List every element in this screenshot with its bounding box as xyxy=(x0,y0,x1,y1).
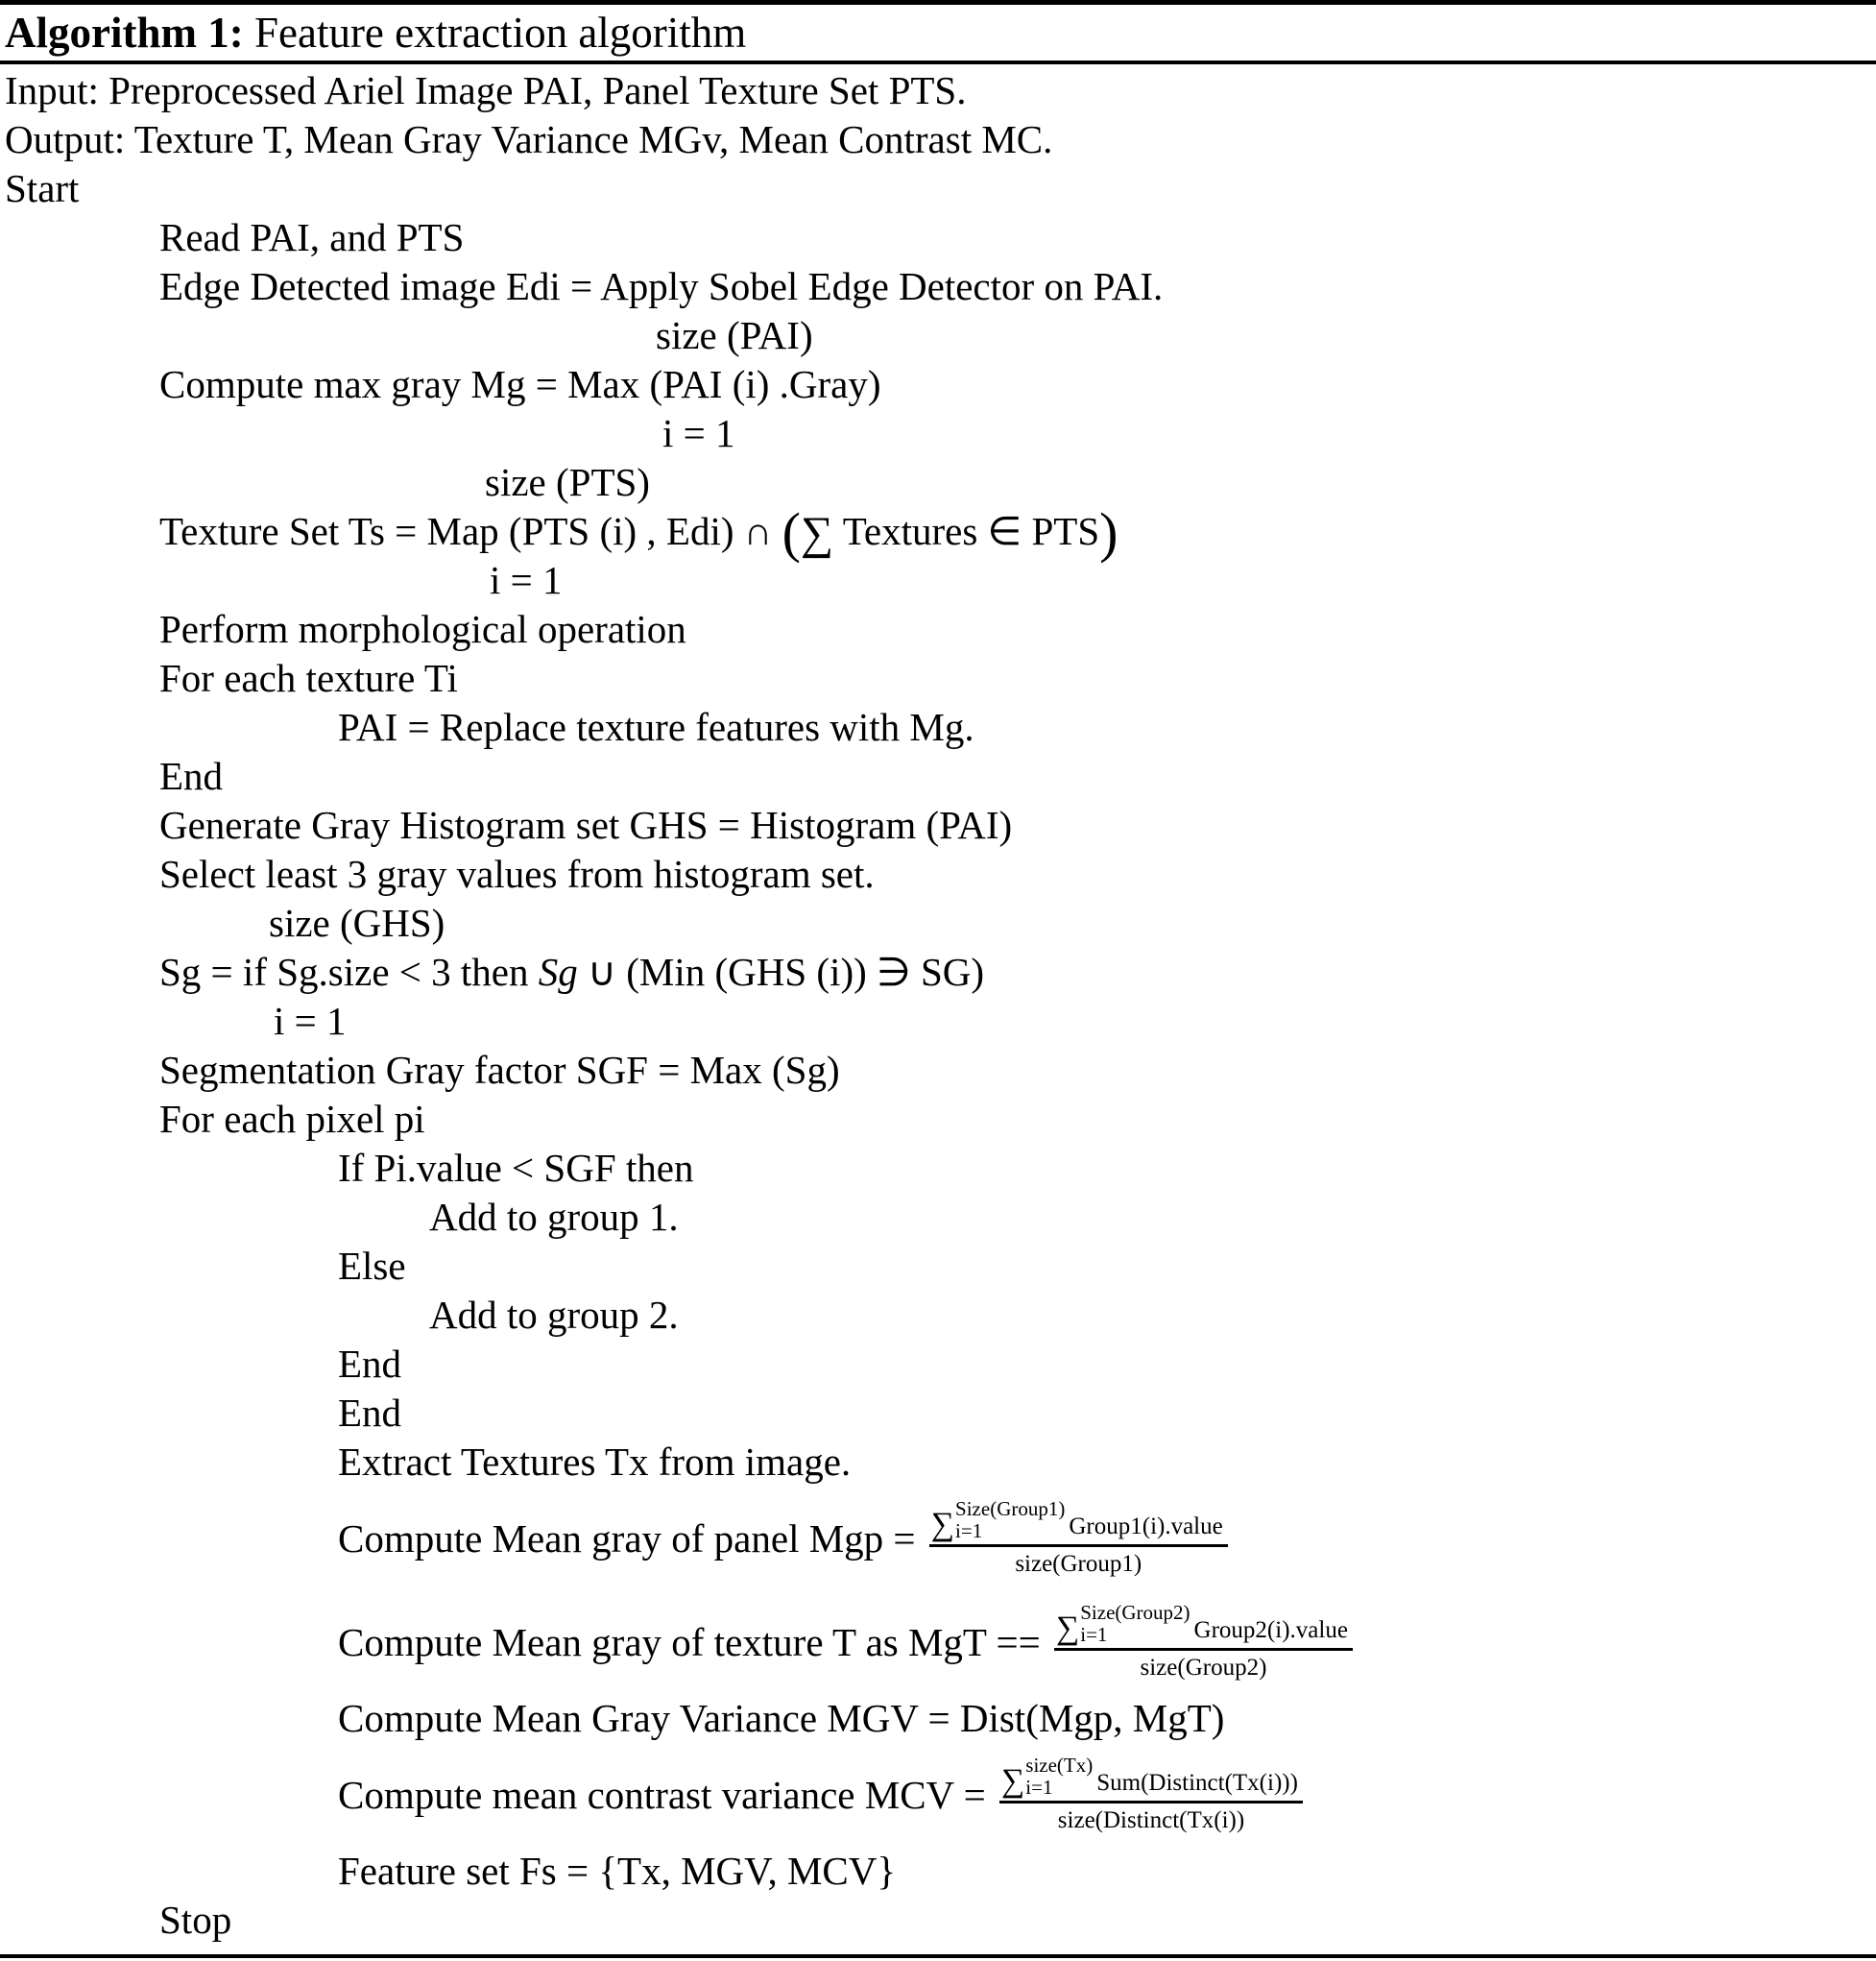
algo-line: Generate Gray Histogram set GHS = Histogram (PAI) xyxy=(159,803,1013,847)
limit-lower-line: i = 1 xyxy=(274,999,347,1043)
formula-mgp-pre: Compute Mean gray of panel Mgp = xyxy=(338,1516,926,1561)
open-paren: ( xyxy=(782,501,801,564)
formula-mcv xyxy=(0,1743,1876,1847)
formula-mgt-pre: Compute Mean gray of texture T as MgT == xyxy=(338,1620,1050,1664)
algo-line: Edge Detected image Edi = Apply Sobel Edge Detector on PAI. xyxy=(159,264,1164,308)
limit-upper-line: size (PAI) xyxy=(656,313,813,357)
algo-line: If Pi.value < SGF then xyxy=(338,1146,694,1190)
sum-limits xyxy=(1025,1755,1093,1797)
algo-line: Perform morphological operation xyxy=(159,607,686,651)
sum-lower-limit: i=1 xyxy=(955,1518,983,1542)
sum-limits xyxy=(1080,1602,1190,1644)
algo-line: Feature set Fs = {Tx, MGV, MCV} xyxy=(338,1849,897,1893)
algorithm-body xyxy=(0,64,1876,1945)
algo-line-sg xyxy=(0,948,1876,997)
algo-line: PAI = Replace texture features with Mg. xyxy=(338,705,974,749)
formula-mcv-pre: Compute mean contrast variance MCV = xyxy=(338,1773,997,1817)
fraction-numerator xyxy=(929,1498,1228,1546)
formula-mgp xyxy=(0,1487,1876,1590)
algo-line: Read PAI, and PTS xyxy=(159,215,465,259)
bottom-rule xyxy=(0,1954,1876,1958)
texture-set-mid: Textures ∈ PTS xyxy=(833,509,1100,553)
fraction-denominator: size(Distinct(Tx(i)) xyxy=(1057,1806,1245,1833)
algo-line: Add to group 2. xyxy=(429,1293,679,1337)
algo-line: Else xyxy=(338,1244,406,1288)
numerator-term: Group2(i).value xyxy=(1193,1616,1348,1643)
end-line: End xyxy=(338,1342,402,1386)
sum-upper-limit: size(Tx) xyxy=(1025,1754,1094,1778)
sg-pre: Sg = if Sg.size < 3 then xyxy=(159,950,539,994)
sum-limits xyxy=(955,1498,1065,1540)
sum-upper-limit: Size(Group2) xyxy=(1080,1601,1191,1625)
fraction-denominator: size(Group2) xyxy=(1140,1654,1267,1681)
sum-lower-limit: i=1 xyxy=(1025,1775,1053,1799)
algo-line: Add to group 1. xyxy=(429,1195,679,1239)
limit-lower-line: i = 1 xyxy=(490,558,563,602)
fraction-denominator: size(Group1) xyxy=(1015,1550,1142,1577)
limit-upper-line: size (GHS) xyxy=(269,901,445,945)
fraction xyxy=(999,1755,1303,1834)
sg-post: ∪ (Min (GHS (i)) ∋ SG) xyxy=(577,950,985,994)
sum-upper-limit: Size(Group1) xyxy=(955,1497,1066,1521)
fraction-numerator xyxy=(999,1755,1303,1803)
fraction-numerator xyxy=(1054,1602,1353,1650)
sum-icon: ∑ xyxy=(1055,1610,1080,1647)
algorithm-header xyxy=(0,5,1876,64)
start-line: Start xyxy=(5,166,80,210)
fraction xyxy=(1054,1602,1353,1682)
sum-lower-limit: i=1 xyxy=(1080,1622,1108,1646)
algo-line: For each pixel pi xyxy=(159,1097,425,1141)
top-rule xyxy=(0,0,1876,5)
sum-icon: ∑ xyxy=(1001,1763,1025,1800)
input-line: Input: Preprocessed Ariel Image PAI, Panel Texture Set PTS. xyxy=(5,68,967,112)
algo-line: Select least 3 gray values from histogram set. xyxy=(159,852,875,896)
algo-line-texture-set xyxy=(0,501,1876,564)
limit-upper-line: size (PTS) xyxy=(485,460,650,504)
output-line: Output: Texture T, Mean Gray Variance MGv, Mean Contrast MC. xyxy=(5,117,1053,161)
fraction xyxy=(929,1498,1228,1578)
algorithm-title: Feature extraction algorithm xyxy=(243,9,747,57)
end-line: End xyxy=(159,754,224,798)
sg-italic: Sg xyxy=(538,950,578,994)
texture-set-pre: Texture Set Ts = Map (PTS (i) , Edi) ∩ xyxy=(159,509,782,553)
algo-line: Compute max gray Mg = Max (PAI (i) .Gray) xyxy=(159,362,881,406)
algo-line: For each texture Ti xyxy=(159,656,458,700)
sum-icon: ∑ xyxy=(800,508,834,559)
numerator-term: Group1(i).value xyxy=(1069,1513,1223,1539)
algorithm-number: Algorithm 1: xyxy=(5,9,244,57)
close-paren: ) xyxy=(1099,501,1118,564)
stop-line: Stop xyxy=(159,1898,232,1942)
end-line: End xyxy=(338,1391,402,1435)
sum-icon: ∑ xyxy=(930,1507,955,1543)
algo-line: Compute Mean Gray Variance MGV = Dist(Mgp, MgT) xyxy=(338,1696,1225,1740)
numerator-term: Sum(Distinct(Tx(i))) xyxy=(1096,1769,1298,1796)
algo-line: Segmentation Gray factor SGF = Max (Sg) xyxy=(159,1048,840,1092)
limit-lower-line: i = 1 xyxy=(662,411,735,455)
formula-mgt xyxy=(0,1590,1876,1694)
algo-line: Extract Textures Tx from image. xyxy=(338,1440,852,1484)
